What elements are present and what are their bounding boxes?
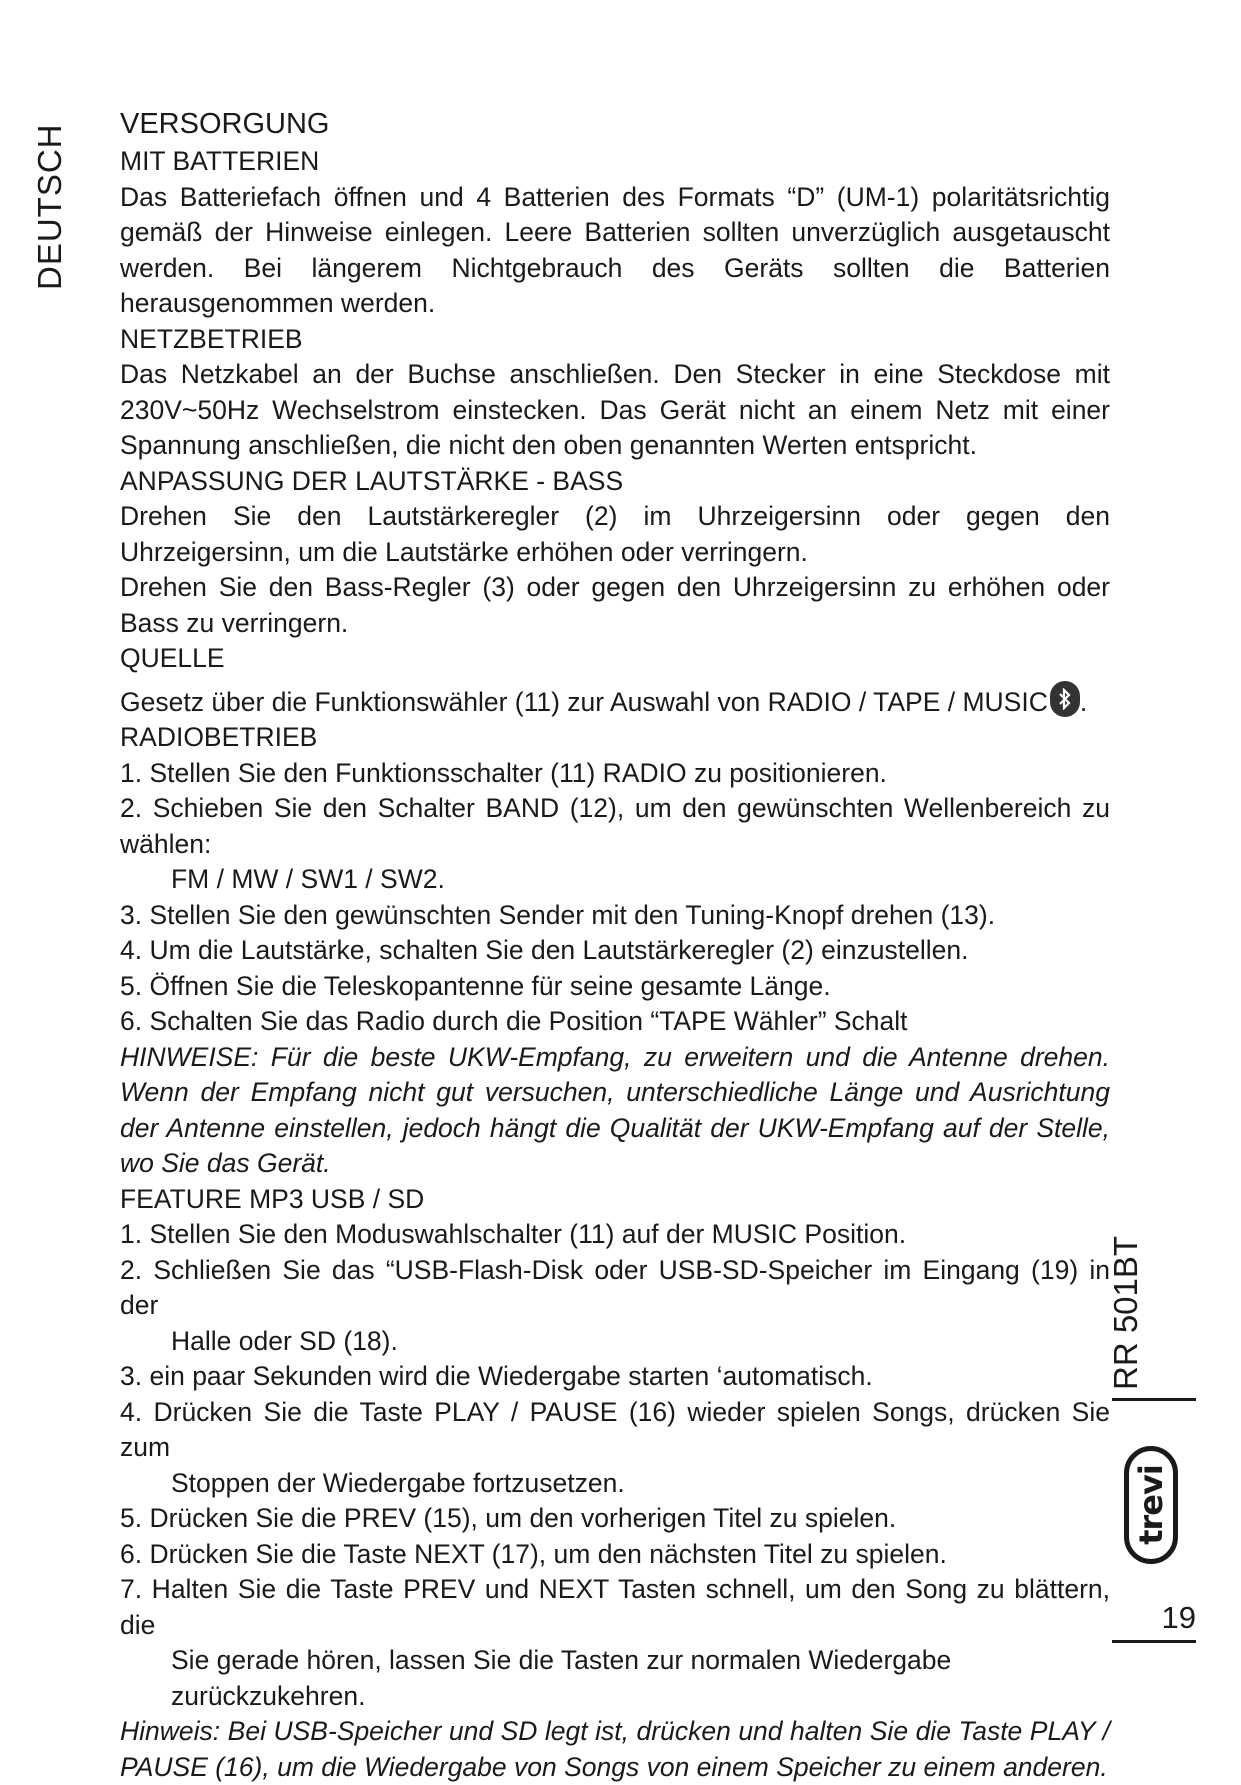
paragraph-quelle [120,681,1110,721]
list-item: 3. Stellen Sie den gewünschten Sender mit den Tuning-Knopf drehen (13). [120,899,996,930]
divider [1112,1398,1196,1401]
subsection-title-batterien: MIT BATTERIEN [120,146,320,176]
list-item-continuation [120,1324,1110,1360]
brand-logo [1124,1446,1178,1564]
list-item: 6. Drücken Sie die Taste NEXT (17), um den nächsten Titel zu spielen. [120,1538,947,1569]
paragraph-lautstaerke-2: Drehen Sie den Bass-Regler (3) oder gegen den Uhrzeigersinn zu erhöhen oder Bass zu verringern. [120,572,1110,638]
list-item: 2. Schließen Sie das “USB-Flash-Disk oder USB-SD-Speicher im Eingang (19) in der [120,1254,1110,1320]
list-item: 5. Drücken Sie die PREV (15), um den vorherigen Titel zu spielen. [120,1503,897,1533]
list-item: 7. Halten Sie die Taste PREV und NEXT Tasten schnell, um den Song zu blättern, die [120,1574,1110,1640]
subsection-title-quelle: QUELLE [120,643,225,673]
list-item: 4. Um die Lautstärke, schalten Sie den Lautstärkeregler (2) einzustellen. [120,935,969,965]
side-language-label: DEUTSCH [31,123,68,290]
section-title-versorgung: VERSORGUNG [120,108,330,140]
list-item-continuation-text: Sie gerade hören, lassen Sie die Tasten zur normalen Wiedergabe zurückzukehren. [171,1645,952,1711]
list-item-continuation [120,1643,1110,1714]
list-item: 6. Schalten Sie das Radio durch die Position “TAPE Wähler” Schalt [120,1006,908,1036]
bluetooth-icon [1050,681,1080,717]
list-item: 2. Schieben Sie den Schalter BAND (12), um den gewünschten Wellenbereich zu wählen: [120,793,1110,859]
paragraph-netz: Das Netzkabel an der Buchse anschließen. Den Stecker in eine Steckdose mit 230V~50Hz Wechselstrom einstecken. Das Gerät nicht an einem Netz mit einer Spannung anschließen, die nicht den oben genannten Werten entspricht. [120,359,1110,460]
list-item: 3. ein paar Sekunden wird die Wiedergabe starten ‘automatisch. [120,1361,873,1391]
manual-content [120,104,1110,1785]
subsection-title-netz: NETZBETRIEB [120,323,303,354]
model-number: RR 501BT [1107,1235,1144,1390]
brand-logo-text: trevi [1132,1465,1170,1545]
mp3-note: Hinweis: Bei USB-Speicher und SD legt ist, drücken und halten Sie die Taste PLAY / PAUSE (16), um die Wiedergabe von Songs von einem Speicher zu einem anderen. [120,1716,1110,1782]
list-item-continuation-text: Halle oder SD (18). [171,1325,398,1356]
list-item: 4. Drücken Sie die Taste PLAY / PAUSE (16) wieder spielen Songs, drücken Sie zum [120,1396,1110,1462]
list-item-continuation-text: FM / MW / SW1 / SW2. [171,864,445,894]
subsection-title-radio: RADIOBETRIEB [120,722,318,752]
list-item-continuation [120,862,1110,898]
list-item: 1. Stellen Sie den Moduswahlschalter (11) auf der MUSIC Position. [120,1219,907,1249]
list-item-continuation [120,1466,1110,1502]
subsection-title-mp3: FEATURE MP3 USB / SD [120,1183,425,1214]
list-item-continuation-text: Stoppen der Wiedergabe fortzusetzen. [171,1467,625,1498]
radio-note: HINWEISE: Für die beste UKW-Empfang, zu erweitern und die Antenne drehen. Wenn der Empfang nicht gut versuchen, unterschiedliche Länge und Ausrichtung der Antenne einstellen, jedoch hängt die Qualität der UKW-Empfang auf der Stelle, wo Sie das Gerät. [120,1041,1110,1178]
divider [1112,1640,1196,1643]
paragraph-lautstaerke-1: Drehen Sie den Lautstärkeregler (2) im Uhrzeigersinn oder gegen den Uhrzeigersinn, um die Lautstärke erhöhen oder verringern. [120,501,1110,567]
page-number: 19 [1161,1600,1196,1635]
subsection-title-lautstaerke: ANPASSUNG DER LAUTSTÄRKE - BASS [120,465,624,496]
list-item: 5. Öffnen Sie die Teleskopantenne für seine gesamte Länge. [120,970,831,1001]
list-item: 1. Stellen Sie den Funktionsschalter (11) RADIO zu positionieren. [120,757,887,788]
quelle-period: . [1079,686,1088,717]
quelle-text: Gesetz über die Funktionswähler (11) zur Auswahl von RADIO / TAPE / MUSIC [120,686,1048,717]
paragraph-batterien: Das Batteriefach öffnen und 4 Batterien des Formats “D” (UM-1) polaritätsrichtig gemäß der Hinweise einlegen. Leere Batterien sollten unverzüglich ausgetauscht werden. Bei längerem Nichtgebrauch des Geräts sollten die Batterien herausgenommen werden. [120,181,1110,318]
